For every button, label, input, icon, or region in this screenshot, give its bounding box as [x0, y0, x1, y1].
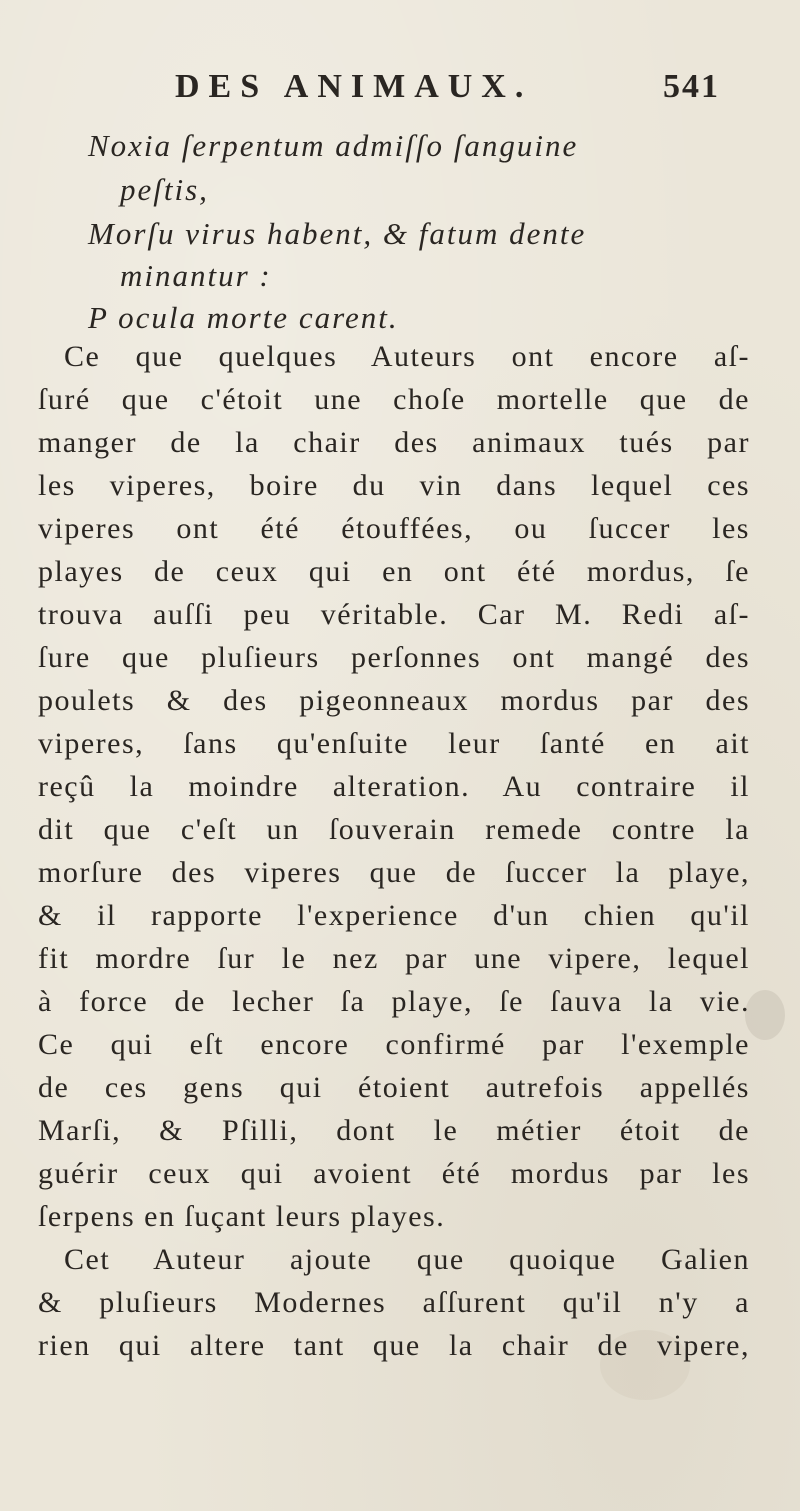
text-line: viperes, ſans qu'enſuite leur ſanté en ait [38, 727, 750, 760]
page-header [175, 64, 720, 114]
page-number: 541 [663, 68, 720, 105]
verse-line: peſtis, [120, 172, 209, 207]
text-line: trouva auſſi peu véritable. Car M. Redi aſ- [38, 598, 750, 631]
text-line: ſerpens en ſuçant leurs playes. [38, 1200, 446, 1233]
text-line: ſure que pluſieurs perſonnes ont mangé des [38, 641, 750, 674]
text-line: les viperes, boire du vin dans lequel ces [38, 469, 750, 502]
paper-stain [745, 990, 785, 1040]
text-line: guérir ceux qui avoient été mordus par les [38, 1157, 750, 1190]
text-line: & il rapporte l'experience d'un chien qu'il [38, 899, 750, 932]
text-line: & pluſieurs Modernes aſſurent qu'il n'y a [38, 1286, 750, 1319]
text-line: playes de ceux qui en ont été mordus, ſe [38, 555, 750, 588]
text-line: à force de lecher ſa playe, ſe ſauva la vie. [38, 985, 750, 1018]
running-head: DES ANIMAUX. [175, 68, 533, 105]
text-line: ſuré que c'étoit une choſe mortelle que de [38, 383, 750, 416]
verse-line: P ocula morte carent. [88, 300, 399, 335]
verse-line: Noxia ſerpentum admiſſo ſanguine [88, 128, 579, 163]
text-line: reçû la moindre alteration. Au contraire il [38, 770, 750, 803]
verse-line: minantur : [120, 258, 272, 293]
text-line: morſure des viperes que de ſuccer la playe, [38, 856, 750, 889]
text-line: fit mordre ſur le nez par une vipere, lequel [38, 942, 750, 975]
text-line: Marſi, & Pſilli, dont le métier étoit de [38, 1114, 750, 1147]
text-line: poulets & des pigeonneaux mordus par des [38, 684, 750, 717]
text-line: rien qui altere tant que la chair de vipere, [38, 1329, 750, 1362]
text-line: manger de la chair des animaux tués par [38, 426, 750, 459]
text-line: Cet Auteur ajoute que quoique Galien [64, 1243, 750, 1276]
text-line: viperes ont été étouffées, ou ſuccer les [38, 512, 750, 545]
text-line: Ce que quelques Auteurs ont encore aſ- [64, 340, 750, 373]
verse-line: Morſu virus habent, & fatum dente [88, 216, 587, 251]
text-line: dit que c'eſt un ſouverain remede contre la [38, 813, 750, 846]
text-line: Ce qui eſt encore confirmé par l'exemple [38, 1028, 750, 1061]
text-line: de ces gens qui étoient autrefois appellés [38, 1071, 750, 1104]
